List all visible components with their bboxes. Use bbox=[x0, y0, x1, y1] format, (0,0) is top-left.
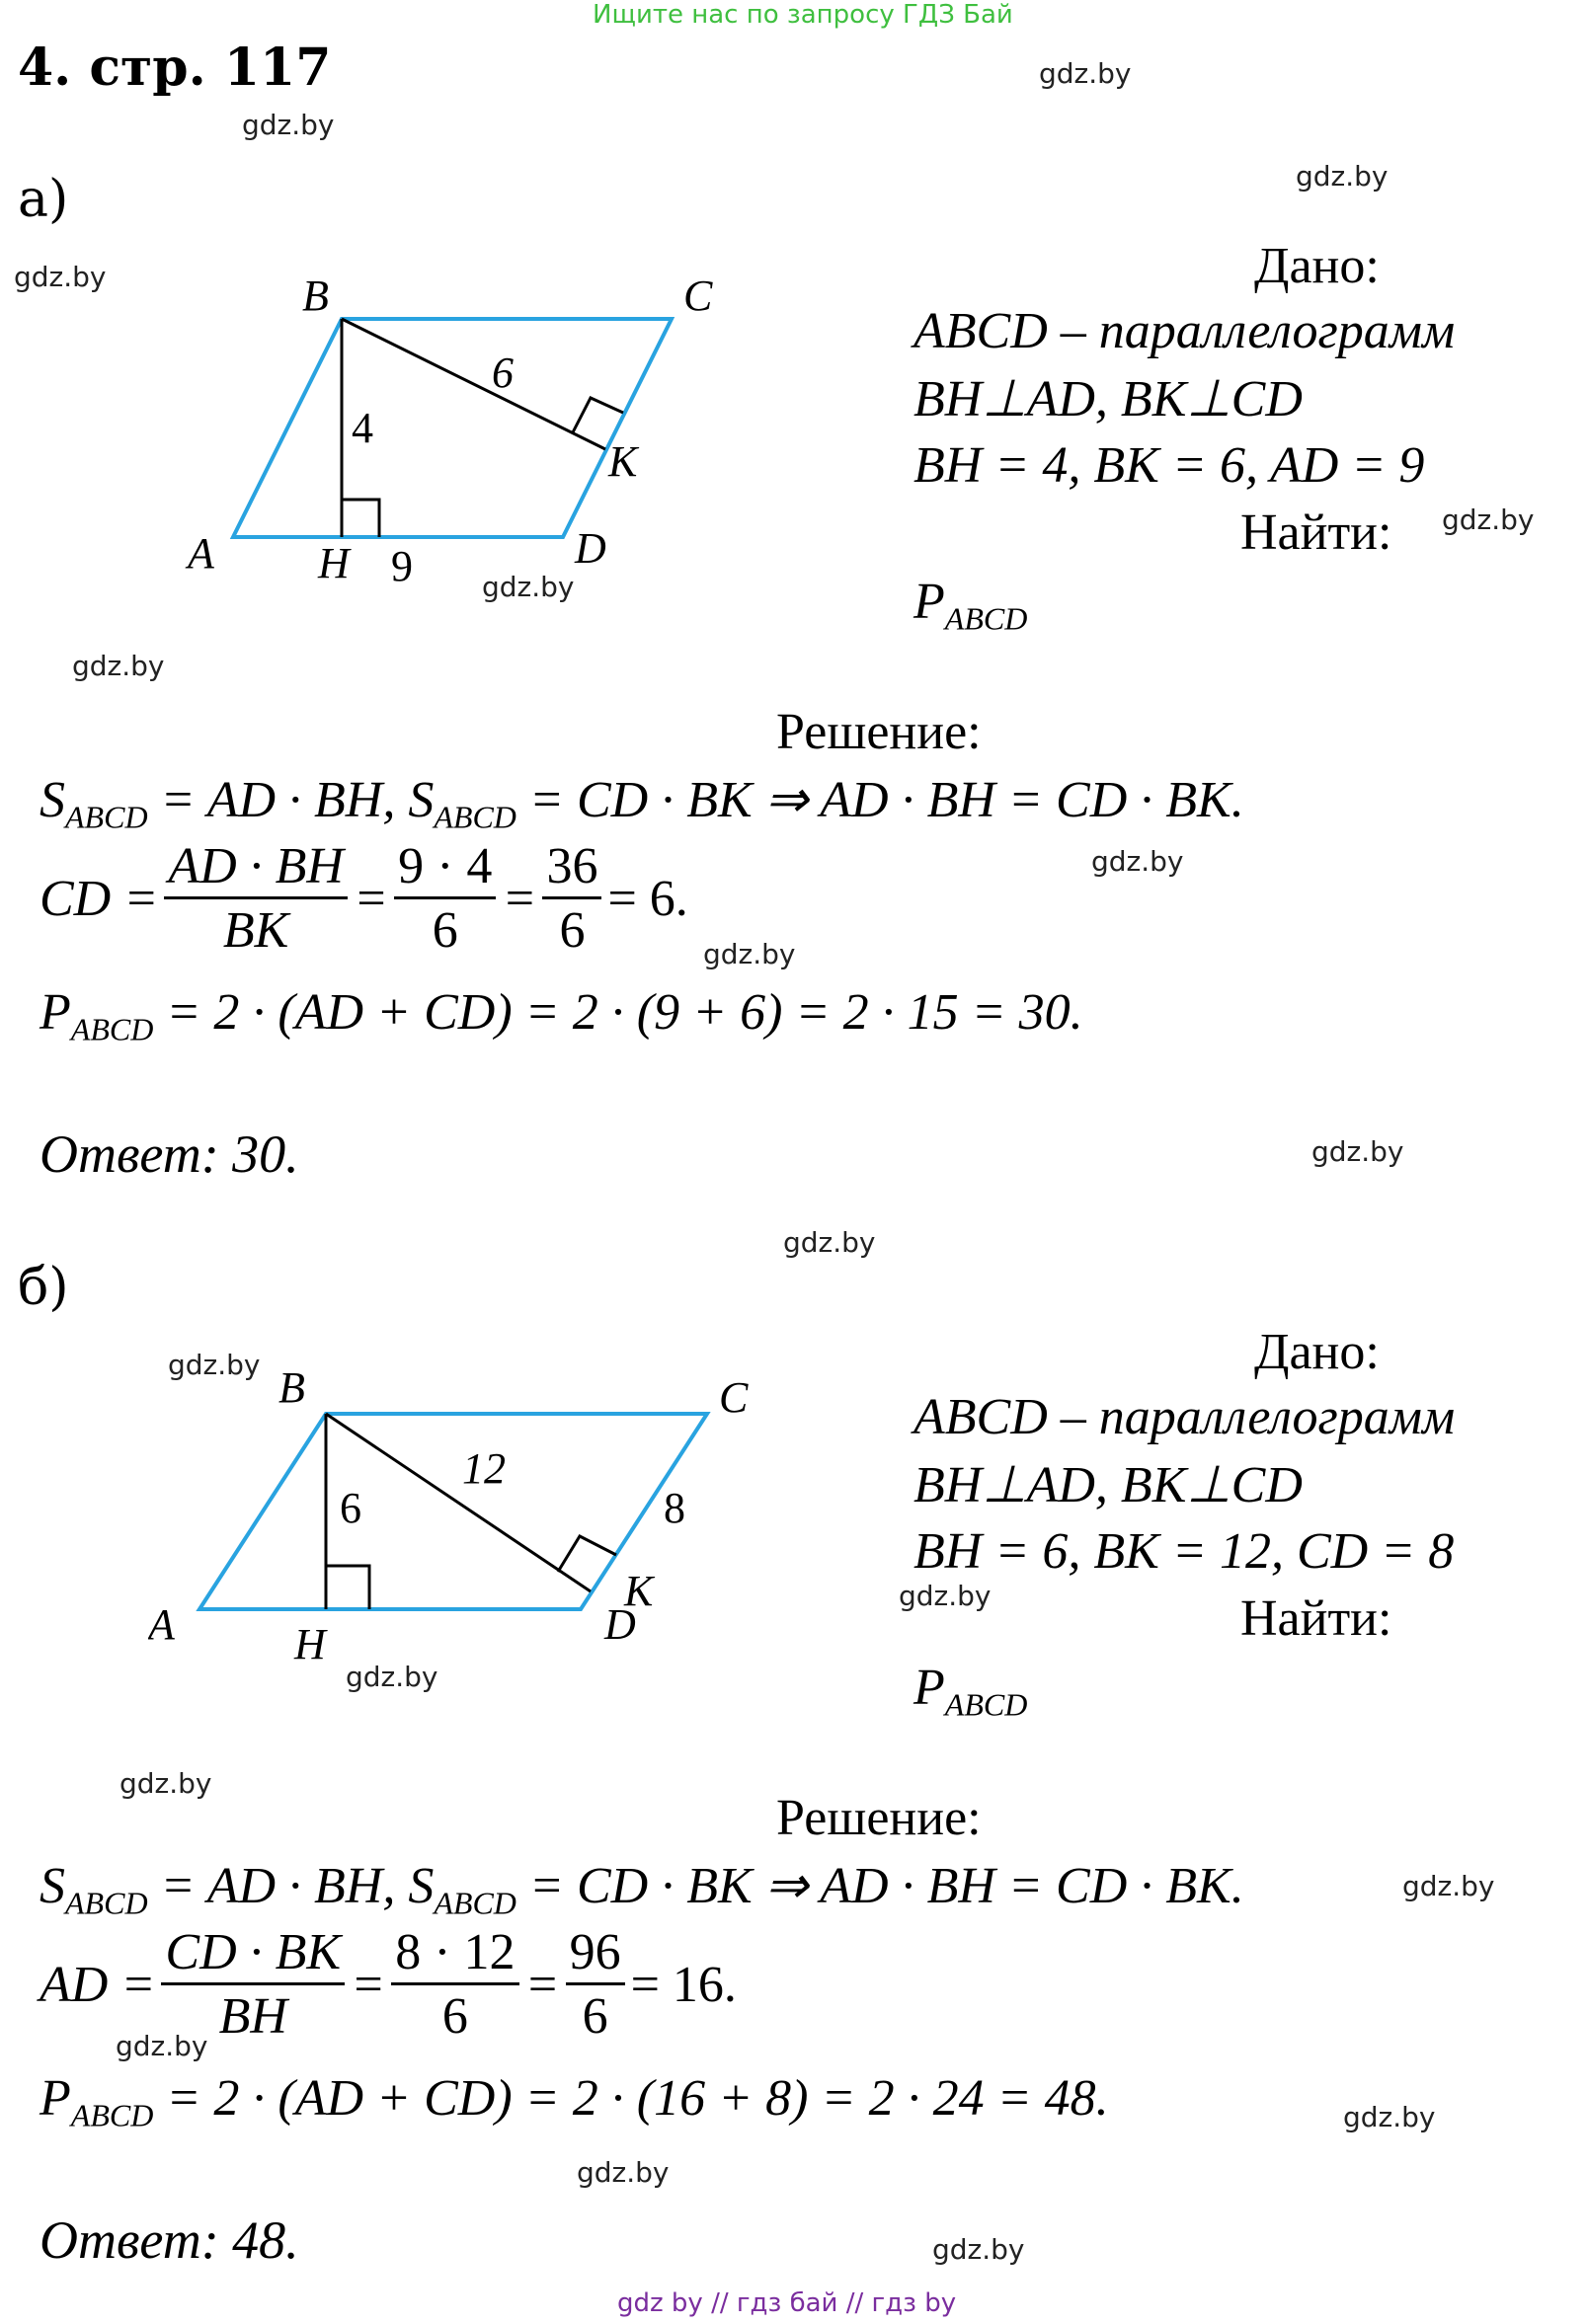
vertex-label-a: A bbox=[148, 1600, 175, 1649]
watermark: gdz.by bbox=[932, 2233, 1025, 2266]
vertex-label-h: H bbox=[318, 539, 350, 587]
find-header-a: Найти: bbox=[1240, 504, 1392, 561]
watermark: gdz.by bbox=[703, 938, 796, 970]
parallelogram-figure-a bbox=[178, 267, 770, 592]
solution-line-b-1: $S_{ABCD}$ = AD · BH, $S_{ABCD}$ = CD · BK ⇒ AD · BH = CD · BK. bbox=[40, 1858, 1244, 1921]
watermark: gdz.by bbox=[482, 571, 575, 603]
given-line-a-2: BH⊥AD, BK⊥CD bbox=[913, 371, 1303, 427]
find-target-b: $P_{ABCD}$ bbox=[913, 1660, 1028, 1723]
vertex-label-k: K bbox=[608, 437, 638, 486]
watermark: gdz.by bbox=[116, 2030, 208, 2062]
given-line-a-1: ABCD – параллелограмм bbox=[913, 303, 1456, 359]
watermark: gdz.by bbox=[168, 1349, 261, 1381]
watermark: gdz.by bbox=[119, 1767, 212, 1800]
watermark: gdz.by bbox=[1402, 1870, 1495, 1902]
watermark: gdz.by bbox=[1311, 1135, 1404, 1168]
vertex-label-h: H bbox=[294, 1620, 326, 1668]
parallelogram-figure-b bbox=[148, 1372, 780, 1698]
page-title: 4. стр. 117 bbox=[18, 38, 332, 98]
solution-line-a-3: $P_{ABCD} = 2 \cdot (AD + CD) = 2 \cdot (9 + 6) = 2 \cdot 15 = 30$. bbox=[40, 984, 1083, 1047]
part-a-label: а) bbox=[18, 170, 69, 229]
right-angle-mark-h bbox=[342, 500, 379, 537]
given-header-a: Дано: bbox=[1254, 238, 1380, 294]
watermark: gdz.by bbox=[1039, 57, 1132, 90]
top-banner[interactable]: Ищите нас по запросу ГДЗ Бай bbox=[593, 0, 1013, 30]
vertex-label-c: C bbox=[719, 1373, 749, 1422]
watermark: gdz.by bbox=[899, 1580, 992, 1612]
vertex-label-d: D bbox=[575, 524, 606, 573]
answer-b: Ответ: 48. bbox=[40, 2210, 299, 2270]
given-line-b-2: BH⊥AD, BK⊥CD bbox=[913, 1457, 1303, 1513]
segment-label-bk: 12 bbox=[462, 1444, 506, 1493]
watermark: gdz.by bbox=[1442, 504, 1535, 536]
answer-a: Ответ: 30. bbox=[40, 1124, 299, 1184]
part-b-label: б) bbox=[18, 1258, 69, 1317]
find-header-b: Найти: bbox=[1240, 1590, 1392, 1647]
solution-line-a-1: $S_{ABCD}$ = AD · BH, $S_{ABCD}$ = CD · BK ⇒ AD · BH = CD · BK. bbox=[40, 772, 1244, 835]
solution-header-a: Решение: bbox=[776, 704, 982, 760]
given-header-b: Дано: bbox=[1254, 1324, 1380, 1380]
watermark: gdz.by bbox=[346, 1661, 438, 1693]
segment-label-cd: 8 bbox=[664, 1484, 685, 1532]
vertex-label-a: A bbox=[188, 529, 214, 578]
vertex-label-b: B bbox=[302, 271, 329, 320]
watermark: gdz.by bbox=[577, 2156, 670, 2189]
parallelogram-abcd bbox=[233, 319, 672, 537]
solution-line-b-2: AD = $\frac{CD \cdot BK}{BH}$ = $\frac{8 \cdot 12}{6}$ = $\frac{96}{6}$ = 16. bbox=[40, 1924, 737, 2045]
watermark: gdz.by bbox=[72, 650, 165, 682]
vertex-label-c: C bbox=[683, 271, 713, 320]
vertex-label-k: K bbox=[624, 1567, 654, 1615]
watermark: gdz.by bbox=[783, 1226, 876, 1259]
given-line-b-3: BH = 6, BK = 12, CD = 8 bbox=[913, 1523, 1455, 1580]
segment-label-bh: 6 bbox=[340, 1484, 361, 1532]
solution-line-a-2: CD = $\frac{AD \cdot BH}{BK}$ = $\frac{9 \cdot 4}{6}$ = $\frac{36}{6}$ = 6. bbox=[40, 838, 688, 959]
watermark: gdz.by bbox=[242, 109, 335, 141]
given-line-b-1: ABCD – параллелограмм bbox=[913, 1389, 1456, 1445]
vertex-label-d: D bbox=[604, 1600, 636, 1649]
segment-label-bk: 6 bbox=[492, 349, 514, 397]
watermark: gdz.by bbox=[1343, 2101, 1436, 2133]
given-line-a-3: BH = 4, BK = 6, AD = 9 bbox=[913, 437, 1425, 494]
watermark: gdz.by bbox=[1296, 160, 1389, 193]
watermark: gdz.by bbox=[14, 261, 107, 293]
find-target-a: $P_{ABCD}$ bbox=[913, 574, 1028, 637]
solution-header-b: Решение: bbox=[776, 1790, 982, 1846]
altitude-bk bbox=[342, 319, 605, 449]
right-angle-mark-h bbox=[326, 1566, 369, 1609]
vertex-label-b: B bbox=[278, 1372, 305, 1412]
solution-line-b-3: $P_{ABCD} = 2 \cdot (AD + CD) = 2 \cdot (16 + 8) = 2 \cdot 24 = 48$. bbox=[40, 2070, 1109, 2133]
bottom-banner[interactable]: gdz by // гдз бай // гдз by bbox=[617, 2288, 957, 2318]
segment-label-ad: 9 bbox=[391, 542, 413, 590]
segment-label-bh: 4 bbox=[352, 404, 373, 452]
watermark: gdz.by bbox=[1091, 845, 1184, 878]
